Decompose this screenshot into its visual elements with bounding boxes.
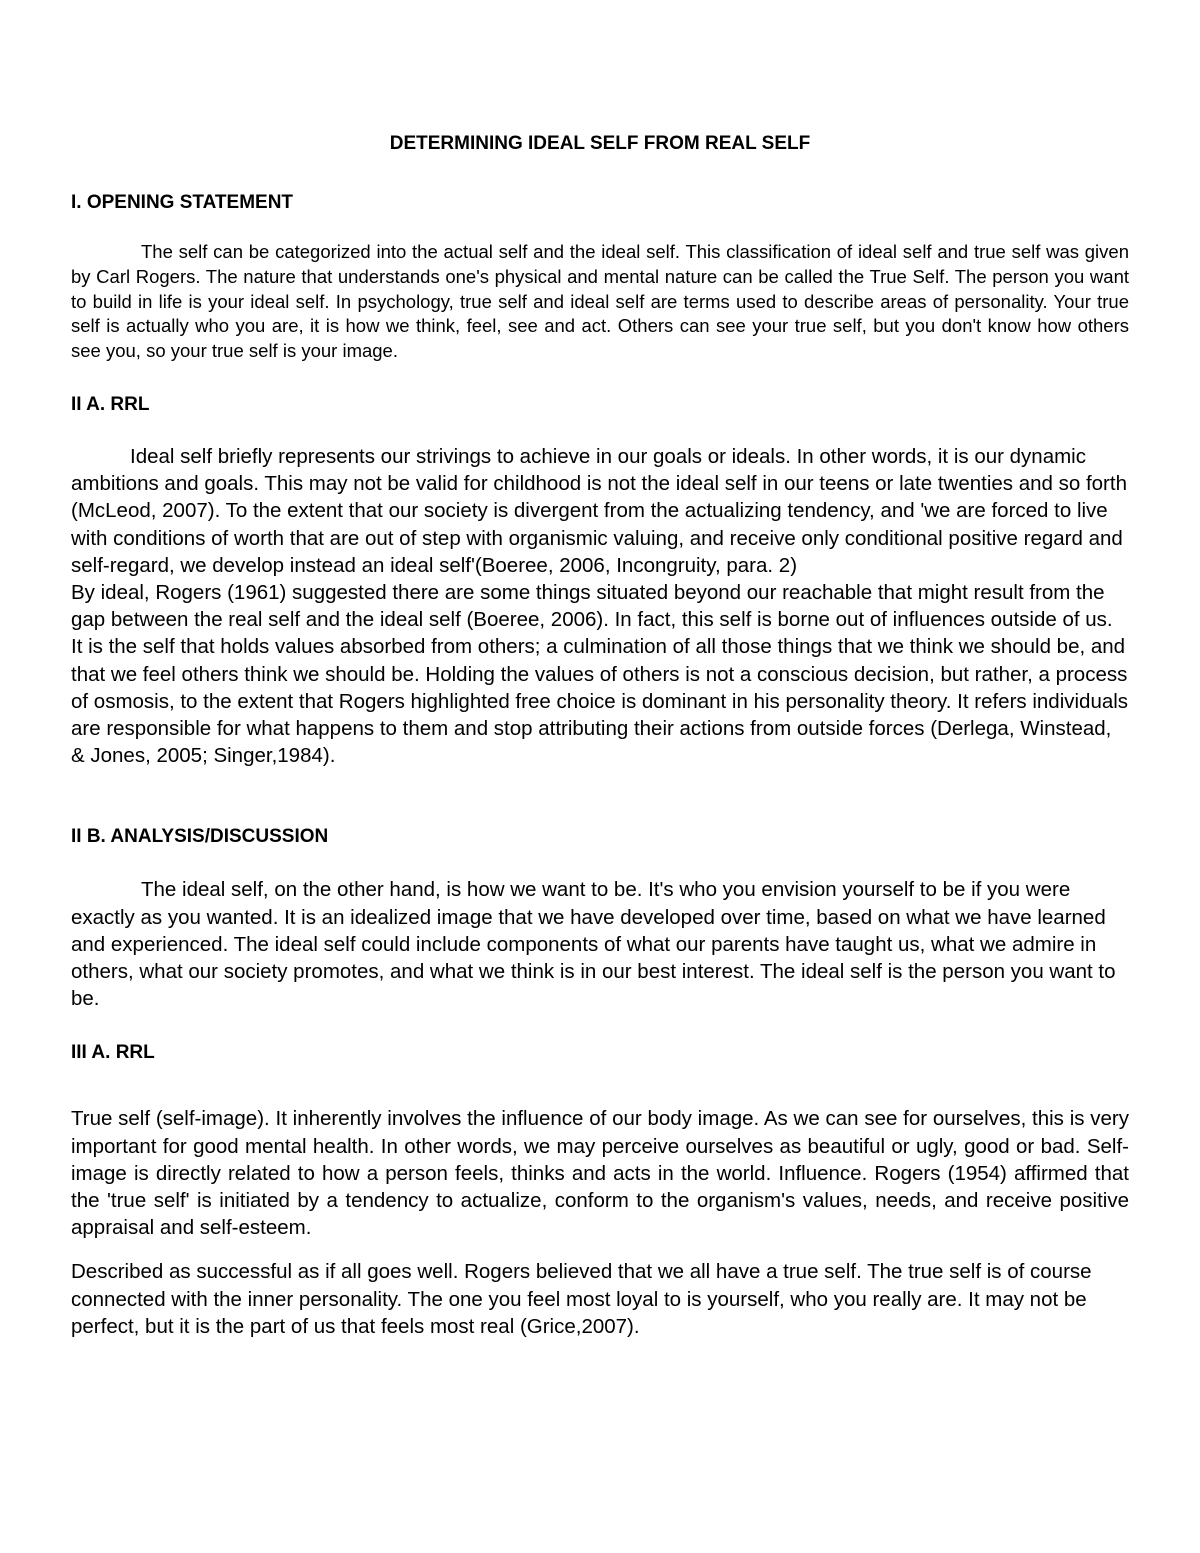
section-heading-opening-statement: I. OPENING STATEMENT <box>71 192 294 213</box>
document-title: DETERMINING IDEAL SELF FROM REAL SELF <box>389 133 811 154</box>
paragraph-2a-rrl-rogers: By ideal, Rogers (1961) suggested there are some things situated beyond our reachable that might result from the gap between the real self and the ideal self (Boeree, 2006). In fact, this self is borne out of influences outside of us. It is the self that holds values absorbed from others; a culmination of all those things that we think we should be, and that we feel others think we should be. Holding the values of others is not a conscious decision, but rather, a process of osmosis, to the extent that Rogers highlighted free choice is dominant in his personality theory. It refers individuals are responsible for what happens to them and stop attributing their actions from outside forces (Derlega, Winstead, & Jones, 2005; Singer,1984). <box>71 581 1129 768</box>
paragraph-3a-rrl-described: Described as successful as if all goes well. Rogers believed that we all have a true self. The true self is of course connected with the inner personality. The one you feel most loyal to is yourself, who you really are. It may not be perfect, but it is the part of us that feels most real (Grice,2007). <box>71 1260 1092 1338</box>
paragraph-2a-rrl-ideal-self: Ideal self briefly represents our strivings to achieve in our goals or ideals. In other words, it is our dynamic ambitions and goals. This may not be valid for childhood is not the ideal self in our teens or late twenties and so forth (McLeod, 2007). To the extent that our society is divergent from the actualizing tendency, and 'we are forced to live with conditions of worth that are out of step with organismic valuing, and receive only conditional positive regard and self-regard, we develop instead an ideal self'(Boeree, 2006, Incongruity, para. 2) <box>71 444 1127 577</box>
paragraph-2b-analysis: The ideal self, on the other hand, is how we want to be. It's who you envision yourself to be if you were exactly as you wanted. It is an idealized image that we have developed over time, based on what we have learned and experienced. The ideal self could include components of what our parents have taught us, what we admire in others, what our society promotes, and what we think is in our best interest. The ideal self is the person you want to be. <box>71 878 1116 1011</box>
paragraph-opening-statement: The self can be categorized into the actual self and the ideal self. This classification of ideal self and true self was given by Carl Rogers. The nature that understands one's physical and mental nature can be called the True Self. The person you want to build in life is your ideal self. In psychology, true self and ideal self are terms used to describe areas of personality. Your true self is actually who you are, it is how we think, feel, see and act. Others can see your true self, but you don't know how others see you, so your true self is your image. <box>71 241 1129 362</box>
section-heading-2a-rrl: II A. RRL <box>71 393 150 415</box>
section-heading-2b-analysis: II B. ANALYSIS/DISCUSSION <box>71 826 329 848</box>
section-heading-3a-rrl: III A. RRL <box>71 1042 155 1064</box>
document-page <box>71 130 1129 1340</box>
paragraph-3a-rrl-true-self: True self (self-image). It inherently involves the influence of our body image. As we can see for ourselves, this is very important for good mental health. In other words, we may perceive ourselves as beautiful or ugly, good or bad. Self-image is directly related to how a person feels, thinks and acts in the world. Influence. Rogers (1954) affirmed that the 'true self' is initiated by a tendency to actualize, conform to the organism's values, needs, and receive positive appraisal and self-esteem. <box>71 1107 1129 1240</box>
